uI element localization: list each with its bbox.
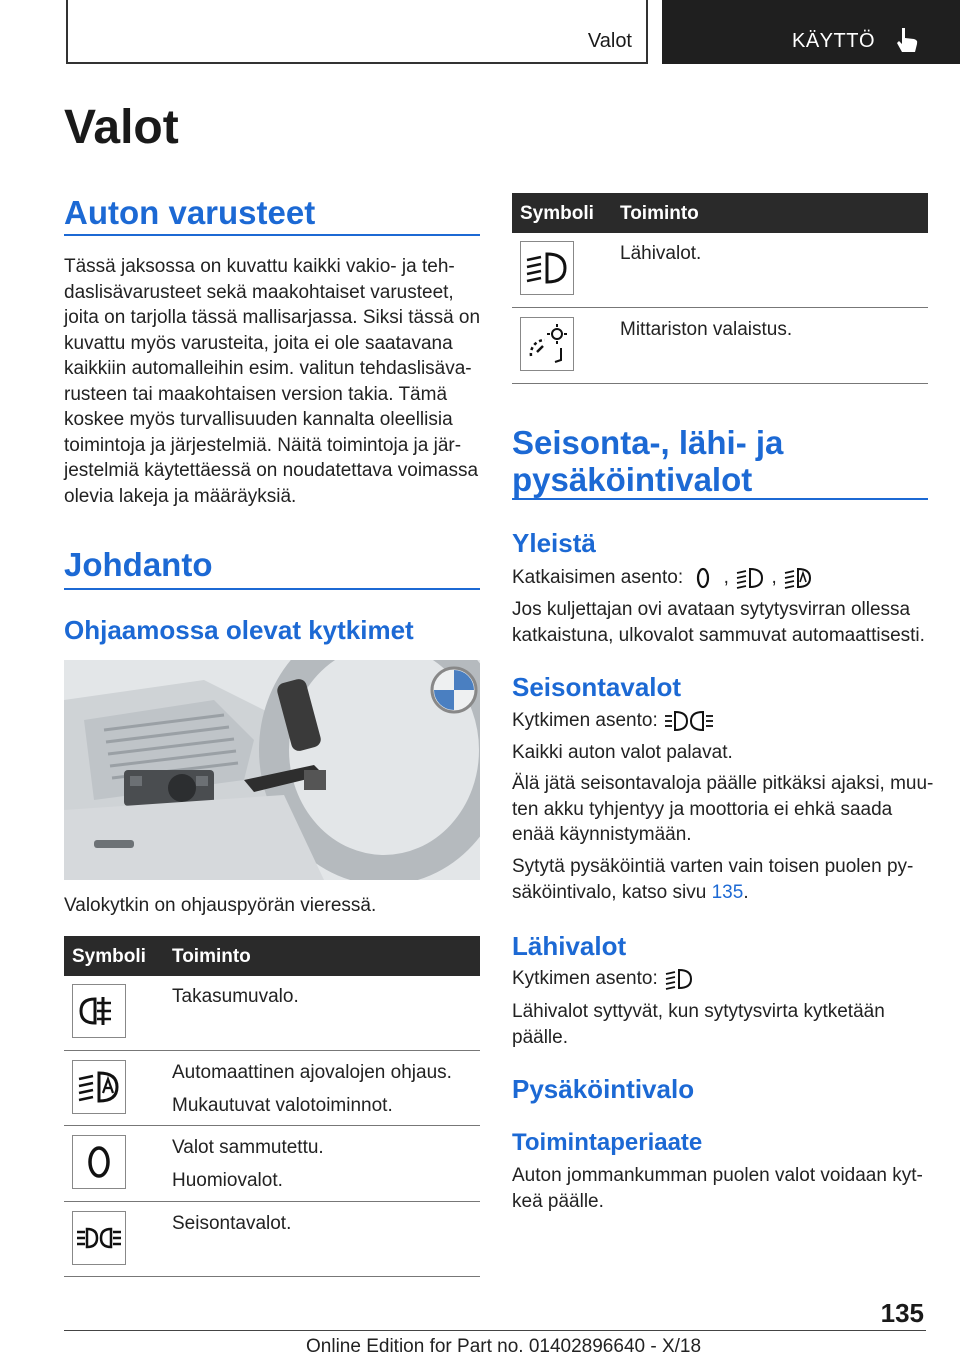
heading-seisonta xyxy=(512,424,783,498)
text-line: Mukautuvat valotoiminnot. xyxy=(172,1095,393,1116)
yleista-paragraph xyxy=(512,597,925,648)
row-divider xyxy=(512,383,928,384)
text-line: keä päälle. xyxy=(512,1190,604,1212)
auton-varusteet-paragraph xyxy=(64,254,484,509)
lights-off-icon xyxy=(72,1135,126,1189)
text-line: Älä jätä seisontavaloja päälle pitkäksi ajaksi, muu- xyxy=(512,773,934,794)
text-span: . xyxy=(743,881,749,903)
heading-toimintaperiaate: Toimintaperiaate xyxy=(512,1129,703,1156)
text-line: kuvattu myös varusteita, joita ei ole saatavana xyxy=(64,332,453,354)
rear-fog-light-icon xyxy=(72,984,126,1038)
heading-underline xyxy=(64,234,480,236)
text-line: rusteen tai maakohtaisen version takia. Tämä xyxy=(64,383,448,405)
row-divider xyxy=(64,1201,480,1202)
seisontavalot-p2 xyxy=(512,771,933,848)
text-line: joita on tarjolla tässä mallisarjassa. Siksi tässä on xyxy=(64,307,481,328)
text-line: Tässä jaksossa on kuvattu kaikki vakio- ja teh- xyxy=(64,256,455,277)
text-line: Automaattinen ajovalojen ohjaus. xyxy=(172,1062,452,1083)
seisontavalot-p3 xyxy=(512,854,913,905)
table-row-cell: Lähivalot. xyxy=(620,243,702,264)
text-line xyxy=(512,880,913,906)
header-section-label: Valot xyxy=(587,30,632,52)
table-row-cell: Takasumuvalo. xyxy=(172,986,299,1007)
text-line: daslisävarusteet sekä maakohtaiset varusteet, xyxy=(64,281,454,303)
automatic-headlight-icon xyxy=(72,1060,126,1114)
seisontavalot-switch-line xyxy=(512,708,715,734)
text-line: Huomiovalot. xyxy=(172,1170,283,1191)
low-beam-icon xyxy=(520,241,574,295)
low-beam-icon xyxy=(734,566,766,590)
table-header xyxy=(512,193,928,233)
table-header xyxy=(64,936,480,976)
pysakointivalo-paragraph xyxy=(512,1163,923,1214)
table-row-cell xyxy=(172,1135,324,1193)
heading-ohjaamossa: Ohjaamossa olevat kytkimet xyxy=(64,615,414,645)
heading-pysakointivalo: Pysäköintivalo xyxy=(512,1074,695,1104)
col-header-function: Toiminto xyxy=(620,203,699,224)
heading-line: pysäköintivalot xyxy=(512,461,753,498)
text-line: ten akku tyhjentyy ja moottoria ei ehkä saada xyxy=(512,798,893,820)
row-divider xyxy=(64,1050,480,1051)
separator: , xyxy=(723,567,729,588)
page-title: Valot xyxy=(64,101,179,154)
photo-caption: Valokytkin on ohjauspyörän vieressä. xyxy=(64,895,377,916)
page-number: 135 xyxy=(880,1298,924,1328)
text-line: jestelmiä käytettäessä on noudatettava voimassa xyxy=(64,460,479,481)
text-line: koskee myös turvallisuuden kannalta oleellisia xyxy=(64,409,453,430)
col-header-symbol: Symboli xyxy=(72,946,146,967)
heading-line: Seisonta-, lähi- ja xyxy=(512,424,784,461)
table-row-cell: Seisontavalot. xyxy=(172,1213,292,1234)
switch-text: Kytkimen asento: xyxy=(512,968,658,989)
lahivalot-paragraph xyxy=(512,999,885,1050)
heading-underline xyxy=(512,498,928,500)
table-row-cell xyxy=(172,1060,452,1118)
text-line: päälle. xyxy=(512,1026,568,1048)
heading-seisontavalot: Seisontavalot xyxy=(512,672,682,702)
text-line: enää käynnistymään. xyxy=(512,824,692,845)
instrument-lighting-icon xyxy=(520,317,574,371)
heading-yleista: Yleistä xyxy=(512,528,596,558)
header-chapter-box xyxy=(662,0,960,64)
yleista-switch-line xyxy=(512,565,814,591)
header-chapter-label: KÄYTTÖ xyxy=(792,30,876,52)
parking-lights-icon xyxy=(72,1211,126,1265)
text-line: Auton jommankumman puolen valot voidaan kyt- xyxy=(512,1165,923,1186)
text-line: olevia lakeja ja määräyksiä. xyxy=(64,485,297,507)
footer-divider xyxy=(64,1330,926,1331)
text-line: kaikkiin automalleihin esim. valitun tehdaslisäva- xyxy=(64,358,472,379)
col-header-symbol: Symboli xyxy=(520,203,594,224)
heading-johdanto: Johdanto xyxy=(64,546,213,583)
lahivalot-switch-line xyxy=(512,966,695,992)
header-section-box xyxy=(66,0,648,64)
text-line: Lähivalot syttyvät, kun sytytysvirta kytketään xyxy=(512,1001,885,1022)
heading-underline xyxy=(64,588,480,590)
heading-auton-varusteet: Auton varusteet xyxy=(64,194,316,231)
lights-off-icon xyxy=(688,566,718,590)
text-line: Valot sammutettu. xyxy=(172,1137,324,1158)
row-divider xyxy=(64,1276,480,1277)
dashboard-light-switch-photo xyxy=(64,660,480,880)
text-line: katkaistuna, ulkovalot sammuvat automaattisesti. xyxy=(512,624,925,646)
text-line: toimintoja ja järjestelmiä. Näitä toimintoja ja jär- xyxy=(64,434,462,456)
separator: , xyxy=(771,567,777,588)
automatic-headlight-icon xyxy=(782,566,814,590)
text-span: säköintivalo, katso sivu xyxy=(512,881,707,903)
table-row-cell: Mittariston valaistus. xyxy=(620,319,793,340)
heading-lahivalot: Lähivalot xyxy=(512,931,627,961)
footer-edition: Online Edition for Part no. 01402896640 - X/18 xyxy=(306,1336,702,1357)
page-link[interactable]: 135 xyxy=(711,881,744,903)
col-header-function: Toiminto xyxy=(172,946,251,967)
row-divider xyxy=(512,307,928,308)
text-line: Jos kuljettajan ovi avataan sytytysvirran ollessa xyxy=(512,599,911,620)
parking-lights-icon xyxy=(663,709,715,733)
switch-text: Kytkimen asento: xyxy=(512,710,658,731)
switch-text: Katkaisimen asento: xyxy=(512,567,684,588)
pointing-hand-icon xyxy=(894,26,920,54)
text-line: Sytytä pysäköintiä varten vain toisen puolen py- xyxy=(512,856,914,877)
row-divider xyxy=(64,1125,480,1126)
seisontavalot-p1: Kaikki auton valot palavat. xyxy=(512,742,733,763)
low-beam-icon xyxy=(663,967,695,991)
